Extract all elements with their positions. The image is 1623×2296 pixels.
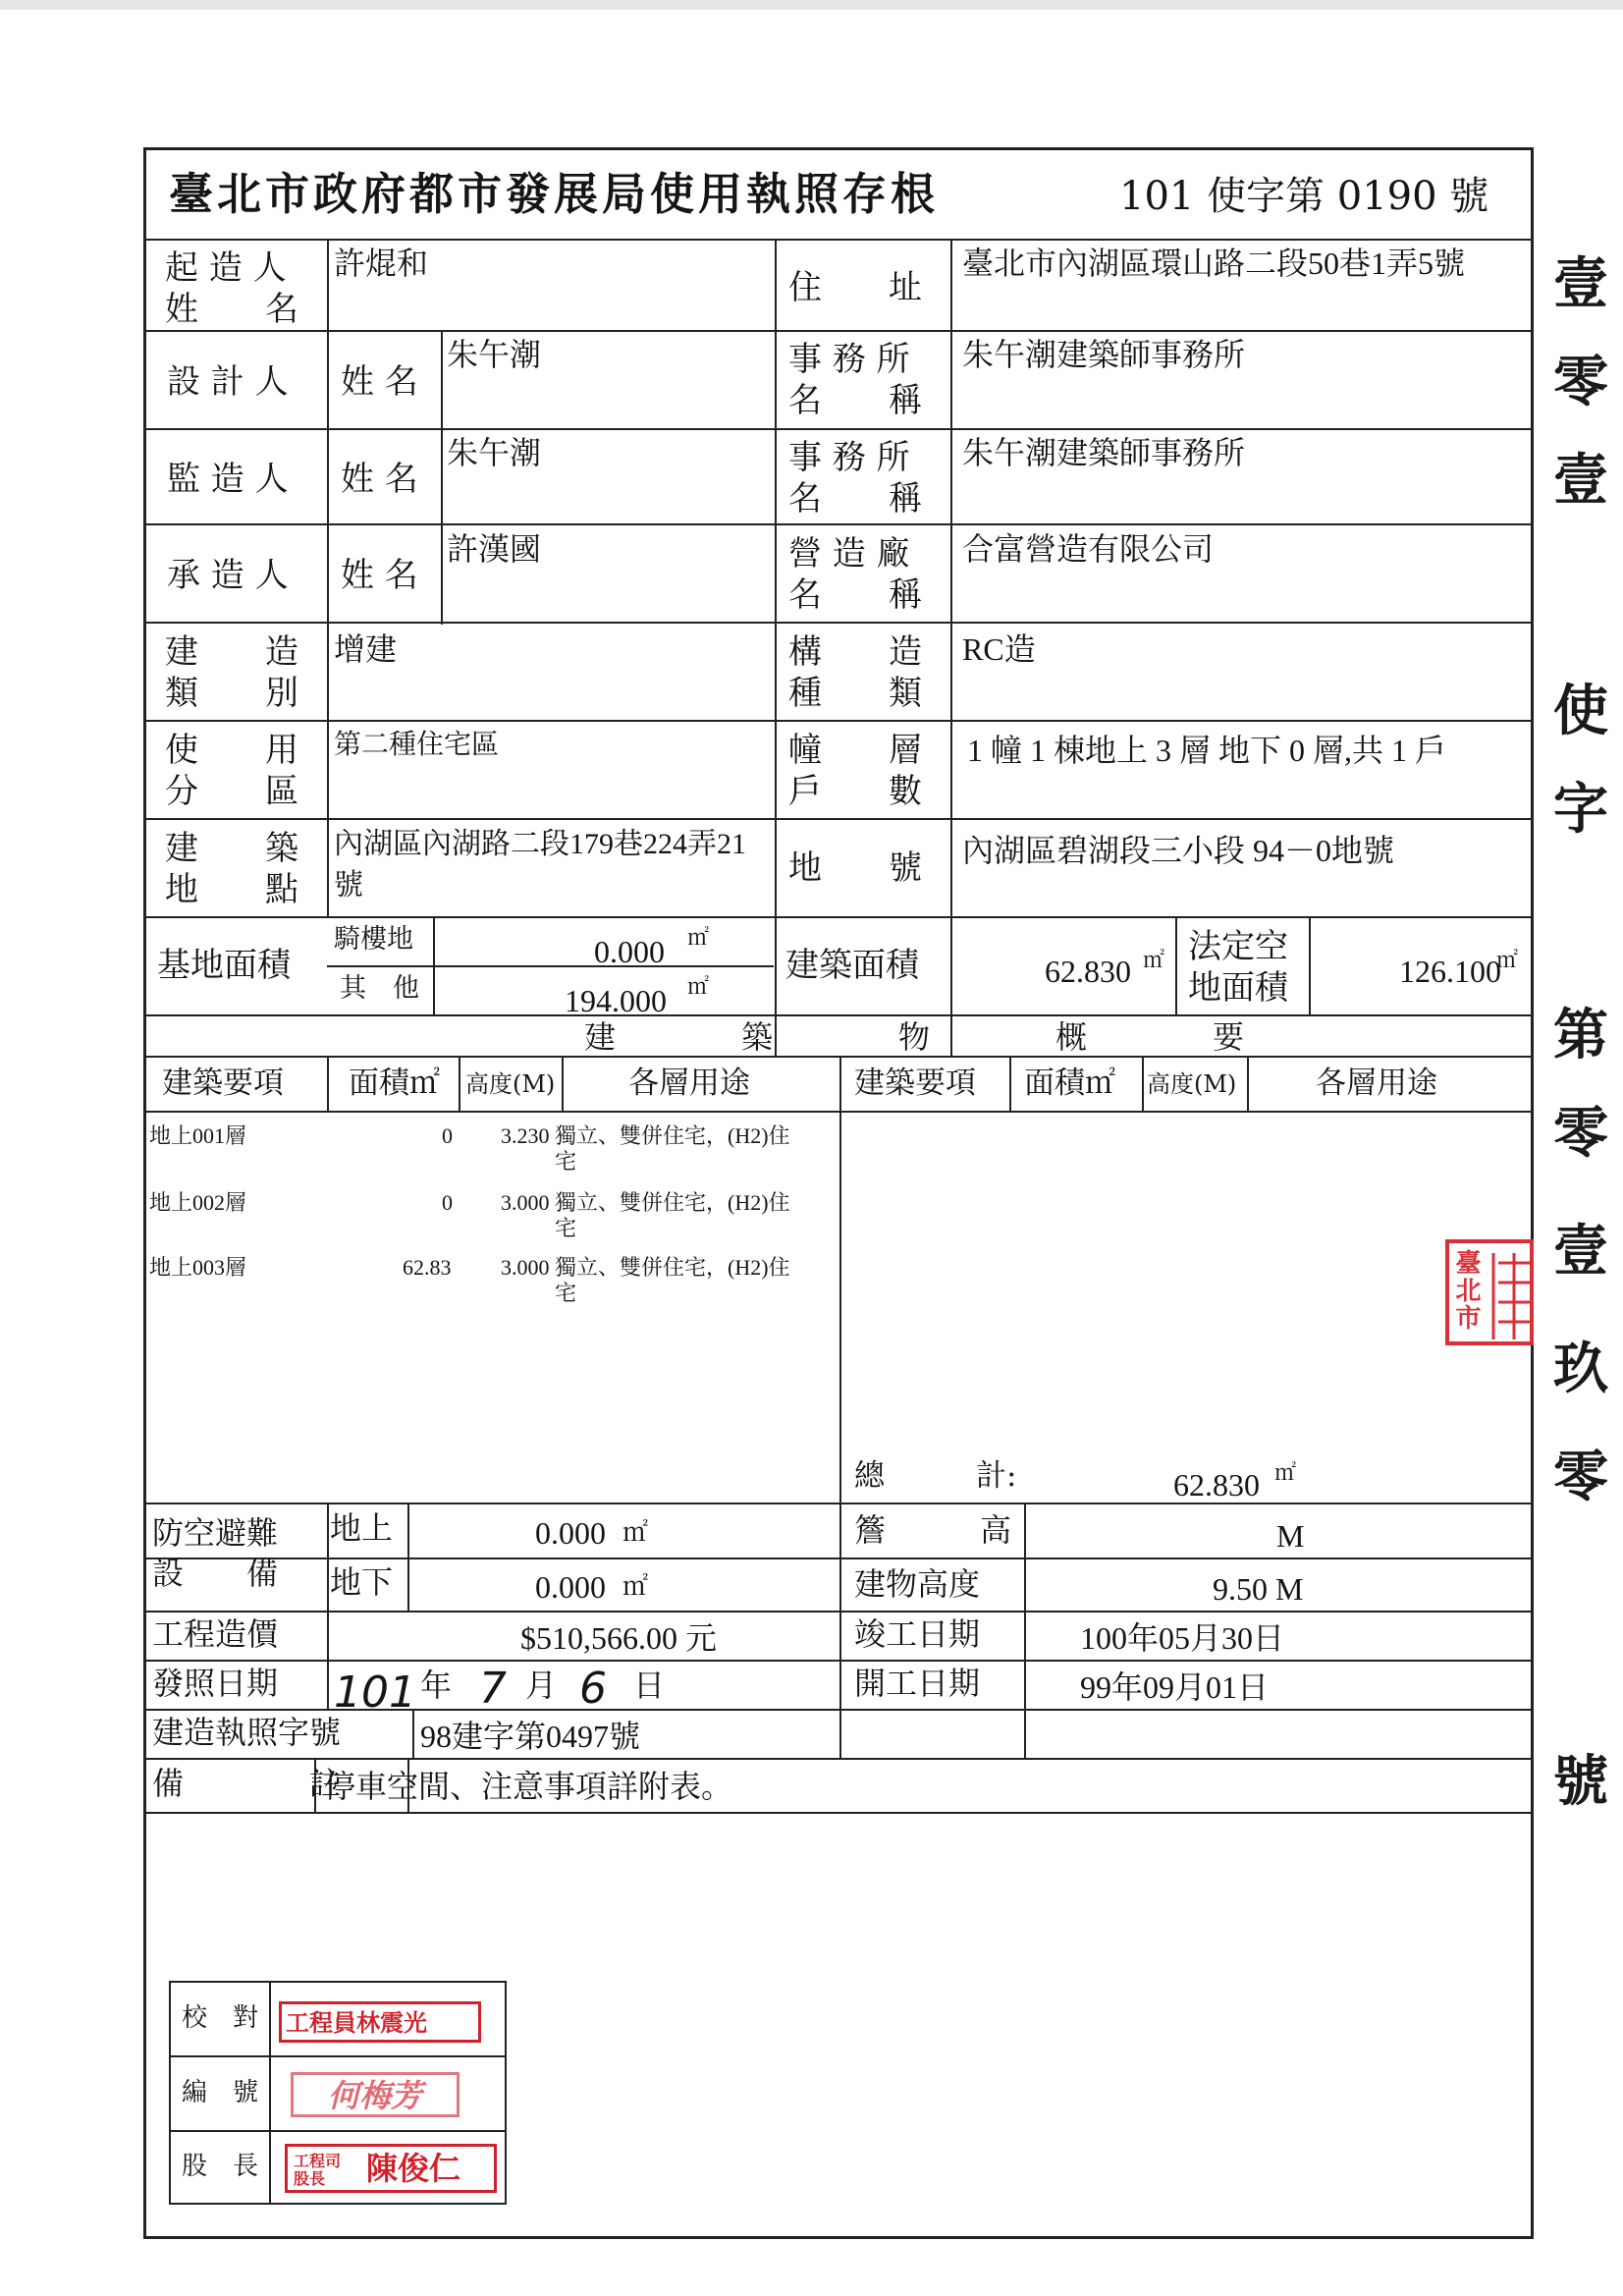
lot-value: 內湖區碧湖段三小段 94－0地號 xyxy=(962,833,1395,868)
designer-name-label: 姓 名 xyxy=(341,362,418,402)
chief-stamp-name: 陳俊仁 xyxy=(366,2150,461,2187)
seal-text: 臺北市 xyxy=(1451,1249,1481,1332)
building-height-label: 建物高度 xyxy=(854,1565,981,1603)
eaves-value: M xyxy=(1276,1518,1305,1554)
col-item-left: 建築要項 xyxy=(162,1066,284,1101)
issue-label: 發照日期 xyxy=(152,1665,279,1702)
designer-name: 朱午潮 xyxy=(447,337,542,372)
remark-value: 停車空間、注意事項詳附表。 xyxy=(324,1769,733,1804)
floor-name: 地上001層 xyxy=(149,1123,247,1148)
issue-day-unit: 日 xyxy=(633,1667,666,1704)
side-char: 零 xyxy=(1553,1445,1608,1509)
cost-label: 工程造價 xyxy=(152,1615,279,1653)
issue-year-unit: 年 xyxy=(420,1667,453,1704)
site-label: 建 築 地 點 xyxy=(165,829,298,909)
permit-number: 101 使字第 0190 號 xyxy=(1119,174,1489,219)
col-item-right: 建築要項 xyxy=(854,1066,976,1101)
floor-use-cont: 宅 xyxy=(555,1216,577,1240)
supervisor-office-label: 事 務 所 名 稱 xyxy=(788,438,922,519)
open-area-label: 法定空 地面積 xyxy=(1188,927,1288,1008)
shelter-below: 0.000 xyxy=(535,1569,606,1605)
number-stamp xyxy=(291,2072,460,2117)
contractor-office-label: 營 造 廠 名 稱 xyxy=(788,534,922,615)
total-label: 總 計: xyxy=(854,1458,1017,1494)
issue-month: 7 xyxy=(479,1664,507,1714)
floor-area: 0 xyxy=(442,1190,453,1215)
supervisor-office: 朱午潮建築師事務所 xyxy=(962,435,1246,470)
number-stamp-text: 何梅芳 xyxy=(327,2077,422,2114)
permit-value: 98建字第0497號 xyxy=(420,1719,641,1754)
floor-height: 3.000 xyxy=(501,1255,550,1280)
side-char: 零 xyxy=(1553,350,1608,414)
address-label: 住 址 xyxy=(788,268,922,307)
contractor-name: 許漢國 xyxy=(447,531,542,567)
floor-area: 62.83 xyxy=(403,1255,452,1280)
floor-use: 獨立、雙併住宅，(H2)住 xyxy=(555,1190,790,1215)
arcade-label: 騎樓地 xyxy=(334,924,413,955)
base-area-label: 基地面積 xyxy=(157,946,291,985)
floor-use: 獨立、雙併住宅，(H2)住 xyxy=(555,1123,790,1148)
side-char: 號 xyxy=(1553,1749,1608,1814)
other-value: 194.000 xyxy=(565,983,667,1018)
construction-type: 增建 xyxy=(334,631,398,667)
structure-type-label: 構 造 種 類 xyxy=(788,632,922,713)
contractor-office: 合富營造有限公司 xyxy=(962,531,1215,567)
floor-height: 3.000 xyxy=(501,1190,550,1215)
owner-name: 許焜和 xyxy=(334,246,429,281)
col-height-left: 高度(M) xyxy=(465,1070,556,1098)
chief-label: 股 長 xyxy=(182,2152,259,2181)
shelter-above: 0.000 xyxy=(535,1515,606,1551)
side-char: 壹 xyxy=(1553,251,1608,316)
check-stamp-text: 工程員林震光 xyxy=(286,2009,427,2037)
col-height-right: 高度(M) xyxy=(1147,1070,1237,1098)
lot-label: 地 號 xyxy=(788,848,922,888)
construction-type-label: 建 造 類 別 xyxy=(165,632,298,713)
issue-month-unit: 月 xyxy=(525,1667,558,1704)
col-use-left: 各層用途 xyxy=(628,1066,750,1101)
issue-year: 101 xyxy=(334,1667,416,1718)
arcade-unit: ㎡ xyxy=(687,926,710,951)
form-title: 臺北市政府都市發展局使用執照存根 xyxy=(169,168,940,220)
floor-use-cont: 宅 xyxy=(555,1281,577,1305)
completion-label: 竣工日期 xyxy=(854,1615,981,1653)
supervisor-label: 監 造 人 xyxy=(167,460,289,499)
contractor-label: 承 造 人 xyxy=(167,556,289,595)
summary-heading: 建 築 物 概 要 xyxy=(584,1018,1245,1056)
floor-use: 獨立、雙併住宅，(H2)住 xyxy=(555,1255,790,1280)
supervisor-name-label: 姓 名 xyxy=(341,460,418,499)
unit-count: 1 幢 1 棟地上 3 層 地下 0 層,共 1 戶 xyxy=(967,733,1447,768)
zone-label: 使 用 分 區 xyxy=(165,731,298,811)
side-char: 第 xyxy=(1553,1003,1608,1067)
arcade-value: 0.000 xyxy=(594,934,665,969)
designer-label: 設 計 人 xyxy=(167,362,289,402)
owner-address: 臺北市內湖區環山路二段50巷1弄5號 xyxy=(962,246,1466,281)
number-label: 編 號 xyxy=(182,2078,259,2107)
supervisor-name: 朱午潮 xyxy=(447,435,542,470)
eaves-label: 簷 高 xyxy=(854,1511,1012,1549)
col-area-left: 面積㎡ xyxy=(349,1066,440,1101)
building-area-label: 建築面積 xyxy=(785,946,919,985)
floor-area: 0 xyxy=(442,1123,453,1148)
shelter-above-unit: ㎡ xyxy=(622,1518,649,1548)
total-unit: ㎡ xyxy=(1274,1461,1297,1486)
start-label: 開工日期 xyxy=(854,1665,981,1702)
shelter-below-label: 地下 xyxy=(330,1563,394,1601)
col-use-right: 各層用途 xyxy=(1316,1066,1437,1101)
chief-stamp xyxy=(285,2144,497,2193)
other-unit: ㎡ xyxy=(687,975,710,1000)
side-char: 零 xyxy=(1553,1101,1608,1166)
chief-stamp-title: 工程司 股長 xyxy=(294,2152,342,2188)
building-area-unit: ㎡ xyxy=(1143,949,1165,973)
check-stamp xyxy=(279,2001,481,2043)
building-height: 9.50 M xyxy=(1213,1571,1304,1607)
building-area: 62.830 xyxy=(1045,954,1131,989)
floor-use-cont: 宅 xyxy=(555,1149,577,1174)
floor-height: 3.230 xyxy=(501,1123,550,1148)
floor-name: 地上003層 xyxy=(149,1255,247,1280)
cost-value: $510,566.00 元 xyxy=(520,1620,718,1656)
designer-office: 朱午潮建築師事務所 xyxy=(962,337,1246,372)
other-label: 其 他 xyxy=(340,973,419,1004)
start-date: 99年09月01日 xyxy=(1080,1669,1270,1705)
shelter-label: 防空避難 xyxy=(152,1514,279,1552)
shelter-below-unit: ㎡ xyxy=(622,1572,649,1602)
completion-date: 100年05月30日 xyxy=(1080,1620,1285,1656)
side-char: 壹 xyxy=(1553,1219,1608,1284)
col-area-right: 面積㎡ xyxy=(1024,1066,1115,1101)
total-value: 62.830 xyxy=(1173,1467,1260,1503)
open-area-unit: ㎡ xyxy=(1496,949,1519,973)
shelter-label-2: 設 備 xyxy=(152,1555,279,1592)
side-char: 壹 xyxy=(1553,448,1608,513)
shelter-above-label: 地上 xyxy=(330,1509,394,1547)
check-label: 校 對 xyxy=(182,2003,259,2033)
side-char: 字 xyxy=(1553,777,1608,842)
official-seal xyxy=(1445,1239,1534,1345)
side-char: 使 xyxy=(1553,679,1608,743)
open-area: 126.100 xyxy=(1399,954,1501,989)
seal-pattern xyxy=(1449,1243,1534,1345)
contractor-name-label: 姓 名 xyxy=(341,556,418,595)
side-char: 玖 xyxy=(1553,1337,1608,1401)
site-line1: 內湖區內湖路二段179巷224弄21 xyxy=(334,828,746,860)
issue-day: 6 xyxy=(579,1664,607,1714)
remark-label: 備 註 xyxy=(152,1765,342,1802)
floor-name: 地上002層 xyxy=(149,1190,247,1215)
unit-count-label: 幢 層 戶 數 xyxy=(788,731,922,811)
zone-value: 第二種住宅區 xyxy=(334,730,500,760)
structure-type: RC造 xyxy=(962,631,1036,667)
owner-label: 起 造 人 姓 名 xyxy=(165,248,298,329)
site-line2: 號 xyxy=(334,869,363,902)
designer-office-label: 事 務 所 名 稱 xyxy=(788,340,922,420)
scan-edge xyxy=(0,0,1623,10)
permit-label: 建造執照字號 xyxy=(152,1714,342,1751)
